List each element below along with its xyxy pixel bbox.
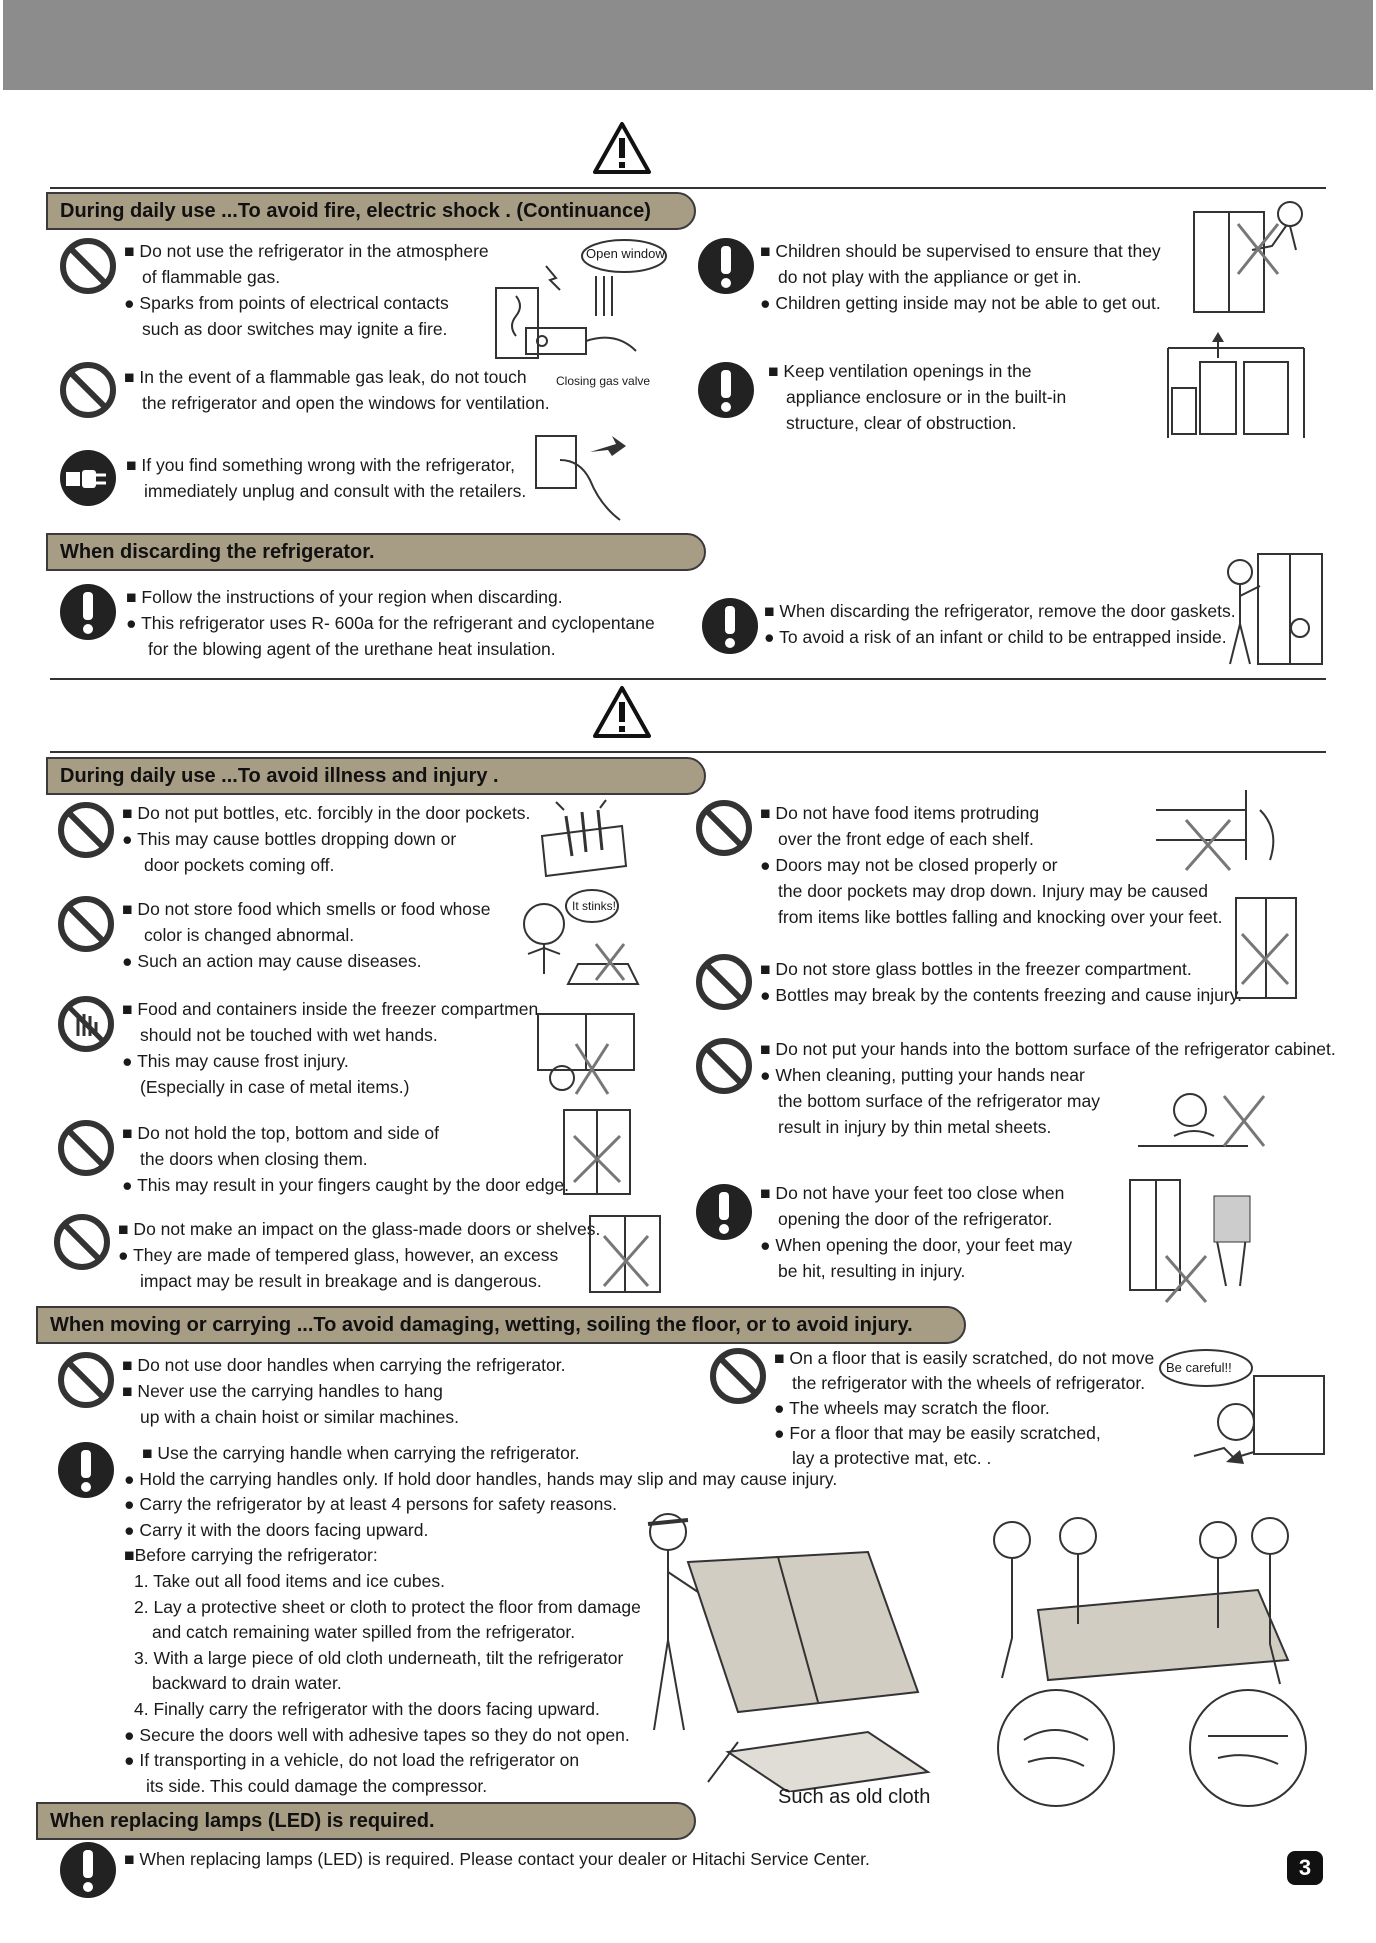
remove-gasket-illustration — [1214, 548, 1334, 672]
fire-item-children: ■ Children should be supervised to ensure that they do not play with the appliance or get in. ● Children getting inside may not be able to get out. — [760, 241, 1161, 313]
it-stinks-label: It stinks! — [572, 899, 617, 913]
prohibition-icon — [58, 360, 118, 420]
mandatory-icon — [56, 1440, 116, 1500]
illness-item-door-pockets: ■ Do not put bottles, etc. forcibly in the door pockets. ● This may cause bottles dropping down or door pockets coming off. — [122, 803, 531, 875]
unplug-icon — [58, 448, 118, 508]
prohibition-icon — [56, 1118, 116, 1178]
protruding-bottle-illustration — [1150, 780, 1290, 884]
prohibition-icon — [56, 894, 116, 954]
mandatory-icon — [694, 1182, 754, 1242]
moving-item-carrying-handle: ■ Use the carrying handle when carrying the refrigerator. ● Hold the carrying handles only. If hold door handles, hands may slip and may cause injury. ● Carry the refrigerator by at least 4 persons for safety reasons. ● Carry it with the doors facing upward. ■Before carrying the refrigerator: 1. Take out all food items and ice cubes. 2. Lay a protective sheet or cloth to protect the floor from damage and catch remaining water spilled from the refrigerator. 3. With a large piece of old cloth underneath, tilt the refrigerator backward to drain water. 4. Finally carry the refrigerator with the doors facing upward. ● Secure the doors well with adhesive tapes so they do not open. ● If transporting in a vehicle, do not load the refrigerator on its side. This could damage the compressor. — [124, 1443, 838, 1796]
illness-item-feet-close: ■ Do not have your feet too close when opening the door of the refrigerator. ● When opening the door, your feet may be hit, resulting in injury. — [760, 1183, 1073, 1281]
fire-item-unplug: ■ If you find something wrong with the refrigerator, immediately unplug and consult with the retailers. — [126, 455, 527, 501]
section-header-illness: During daily use ...To avoid illness and injury . — [46, 757, 706, 795]
freezer-bottle-illustration — [1232, 894, 1304, 1004]
section-header-moving: When moving or carrying ...To avoid damaging, wetting, soiling the floor, or to avoid injury. — [36, 1306, 966, 1344]
no-wet-hands-icon — [56, 994, 116, 1054]
illness-item-bottom-surface: ■ Do not put your hands into the bottom surface of the refrigerator cabinet. ● When cleaning, putting your hands near the bottom surface of the refrigerator may result in injury by thin metal sheets. — [760, 1039, 1336, 1137]
tilt-drain-illustration — [628, 1502, 938, 1792]
fire-item-gas-leak: ■ In the event of a flammable gas leak, do not touch the refrigerator and open the windows for ventilation. — [124, 367, 550, 413]
divider — [50, 678, 1326, 680]
freezer-hands-illustration — [532, 1008, 640, 1104]
prohibition-icon — [52, 1212, 112, 1272]
lamps-item-contact-dealer: ■ When replacing lamps (LED) is required. Please contact your dealer or Hitachi Service Center. — [124, 1849, 870, 1869]
prohibition-icon — [56, 1350, 116, 1410]
prohibition-icon — [58, 236, 118, 296]
mandatory-icon — [58, 582, 118, 642]
page-number: 3 — [1287, 1851, 1323, 1885]
mandatory-icon — [700, 596, 760, 656]
door-edge-illustration — [560, 1106, 636, 1198]
mandatory-icon — [696, 360, 756, 420]
discard-item-gaskets: ■ When discarding the refrigerator, remove the door gaskets. ● To avoid a risk of an infant or child to be entrapped inside. — [764, 601, 1236, 647]
prohibition-icon — [708, 1346, 768, 1406]
open-window-label: Open window — [586, 246, 665, 261]
divider — [50, 187, 1326, 189]
illness-item-protruding-food: ■ Do not have food items protruding over the front edge of each shelf. ● Doors may not be closed properly or the door pockets may drop down. Injury may be caused from items like bottles falling and knocking over your feet. — [760, 803, 1223, 927]
warning-triangle-icon — [592, 120, 652, 176]
door-pocket-illustration — [536, 796, 636, 882]
four-person-carry-illustration — [968, 1500, 1314, 1820]
fire-item-flammable-gas: ■ Do not use the refrigerator in the atmosphere of flammable gas. ● Sparks from points of electrical contacts such as door switches may ignite a fire. — [124, 241, 489, 339]
glass-impact-illustration — [586, 1212, 666, 1296]
closing-gas-valve-label: Closing gas valve — [556, 374, 651, 388]
be-careful-label: Be careful!! — [1166, 1360, 1232, 1375]
prohibition-icon — [694, 798, 754, 858]
child-on-fridge-illustration — [1190, 194, 1314, 316]
prohibition-icon — [694, 1036, 754, 1096]
mandatory-icon — [58, 1840, 118, 1900]
prohibition-icon — [694, 952, 754, 1012]
warning-triangle-icon — [592, 684, 652, 740]
moving-item-scratched-floor: ■ On a floor that is easily scratched, do not move the refrigerator with the wheels of refrigerator. ● The wheels may scratch the floor. ● For a floor that may be easily scratched, lay a protective mat, etc. . — [774, 1348, 1155, 1468]
bottom-surface-illustration — [1134, 1066, 1274, 1166]
feet-door-illustration — [1126, 1176, 1276, 1306]
unplug-illustration — [530, 430, 636, 528]
illness-item-door-edges: ■ Do not hold the top, bottom and side of the doors when closing them. ● This may result in your fingers caught by the door edge. — [122, 1123, 570, 1195]
illness-item-spoiled-food: ■ Do not store food which smells or food whose color is changed abnormal. ● Such an action may cause diseases. — [122, 899, 491, 971]
old-cloth-caption: Such as old cloth — [778, 1786, 931, 1808]
illness-item-glass-bottles-freezer: ■ Do not store glass bottles in the freezer compartment. ● Bottles may break by the contents freezing and cause injury. — [760, 959, 1243, 1005]
page-header-bar — [3, 0, 1373, 90]
illness-item-glass-doors: ■ Do not make an impact on the glass-made doors or shelves. ● They are made of tempered glass, however, an excess impact may be result in breakage and is dangerous. — [118, 1219, 601, 1291]
section-header-daily-fire: During daily use ...To avoid fire, electric shock . (Continuance) — [46, 192, 696, 230]
illness-item-wet-hands: ■ Food and containers inside the freezer compartmen should not be touched with wet hands. ● This may cause frost injury. (Especially in case of metal items.) — [122, 999, 539, 1097]
divider — [50, 751, 1326, 753]
section-header-discarding: When discarding the refrigerator. — [46, 533, 706, 571]
section-header-lamps: When replacing lamps (LED) is required. — [36, 1802, 696, 1840]
moving-item-door-handles: ■ Do not use door handles when carrying the refrigerator. ■ Never use the carrying handles to hang up with a chain hoist or similar machines. — [122, 1355, 566, 1427]
built-in-fridge-illustration — [1164, 318, 1308, 438]
prohibition-icon — [56, 800, 116, 860]
mandatory-icon — [696, 236, 756, 296]
discard-item-instructions: ■ Follow the instructions of your region when discarding. ● This refrigerator uses R- 600a for the refrigerant and cyclopentane for the blowing agent of the urethane heat insulation. — [126, 587, 655, 659]
fire-item-ventilation: ■ Keep ventilation openings in the appliance enclosure or in the built-in structure, clear of obstruction. — [768, 361, 1067, 433]
